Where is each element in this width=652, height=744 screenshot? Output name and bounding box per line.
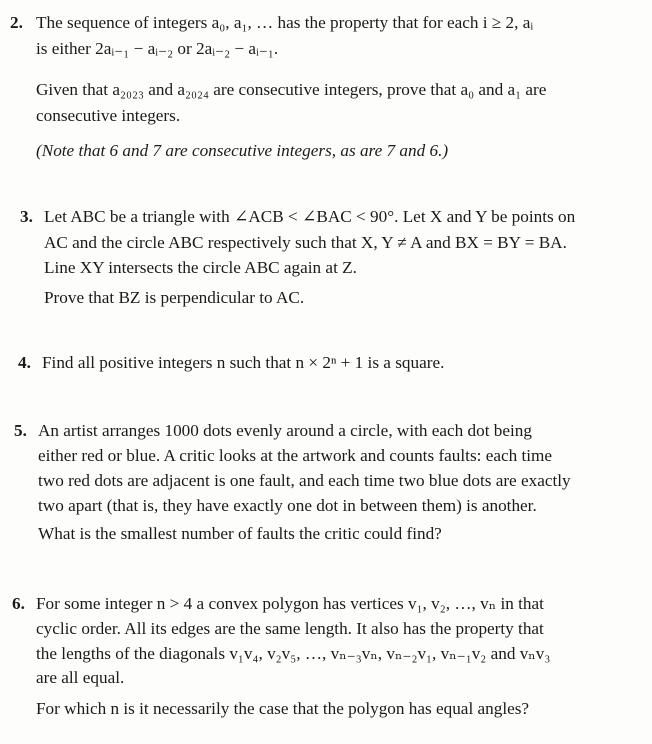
problem-text-line: Line XY intersects the circle ABC again at Z. [44,258,357,277]
problem-text-line: Given that a₂₀₂₃ and a₂₀₂₄ are consecutive integers, prove that a₀ and a₁ are [36,80,547,99]
problem-number: 4. [18,353,31,372]
problem-text-line: consecutive integers. [36,106,181,125]
problem-text-line: What is the smallest number of faults the critic could find? [38,524,442,543]
problem-number: 2. [10,13,23,32]
problem-text-line: Find all positive integers n such that n × 2ⁿ + 1 is a square. [42,353,445,372]
problem-number: 5. [14,421,27,440]
problem-text-line: the lengths of the diagonals v₁v₄, v₂v₅, …, vₙ₋₃vₙ, vₙ₋₂v₁, vₙ₋₁v₂ and vₙv₃ [36,644,551,663]
problem-note: (Note that 6 and 7 are consecutive integers, as are 7 and 6.) [36,141,449,160]
problem-number: 3. [20,207,33,226]
problem-text-line: Let ABC be a triangle with ∠ACB < ∠BAC < 90°. Let X and Y be points on [44,207,576,226]
problem-text-line: two apart (that is, they have exactly one dot in between them) is another. [38,496,537,515]
problem-text-line: two red dots are adjacent is one fault, and each time two blue dots are exactly [38,471,571,490]
problem-text-line: are all equal. [36,668,125,687]
problem-text-line: For some integer n > 4 a convex polygon has vertices v₁, v₂, …, vₙ in that [36,594,544,613]
problem-text-line: is either 2aᵢ₋₁ − aᵢ₋₂ or 2aᵢ₋₂ − aᵢ₋₁. [36,39,279,58]
problem-text-line: cyclic order. All its edges are the same length. It also has the property that [36,619,544,638]
problem-text-line: The sequence of integers a₀, a₁, … has the property that for each i ≥ 2, aᵢ [36,13,534,32]
problem-text-line: Prove that BZ is perpendicular to AC. [44,288,305,307]
problem-text-line: either red or blue. A critic looks at the artwork and counts faults: each time [38,446,553,465]
problem-text-line: AC and the circle ABC respectively such that X, Y ≠ A and BX = BY = BA. [44,233,567,252]
problem-text-line: An artist arranges 1000 dots evenly around a circle, with each dot being [38,421,532,440]
problem-text-line: For which n is it necessarily the case that the polygon has equal angles? [36,699,530,718]
problem-number: 6. [12,594,25,613]
